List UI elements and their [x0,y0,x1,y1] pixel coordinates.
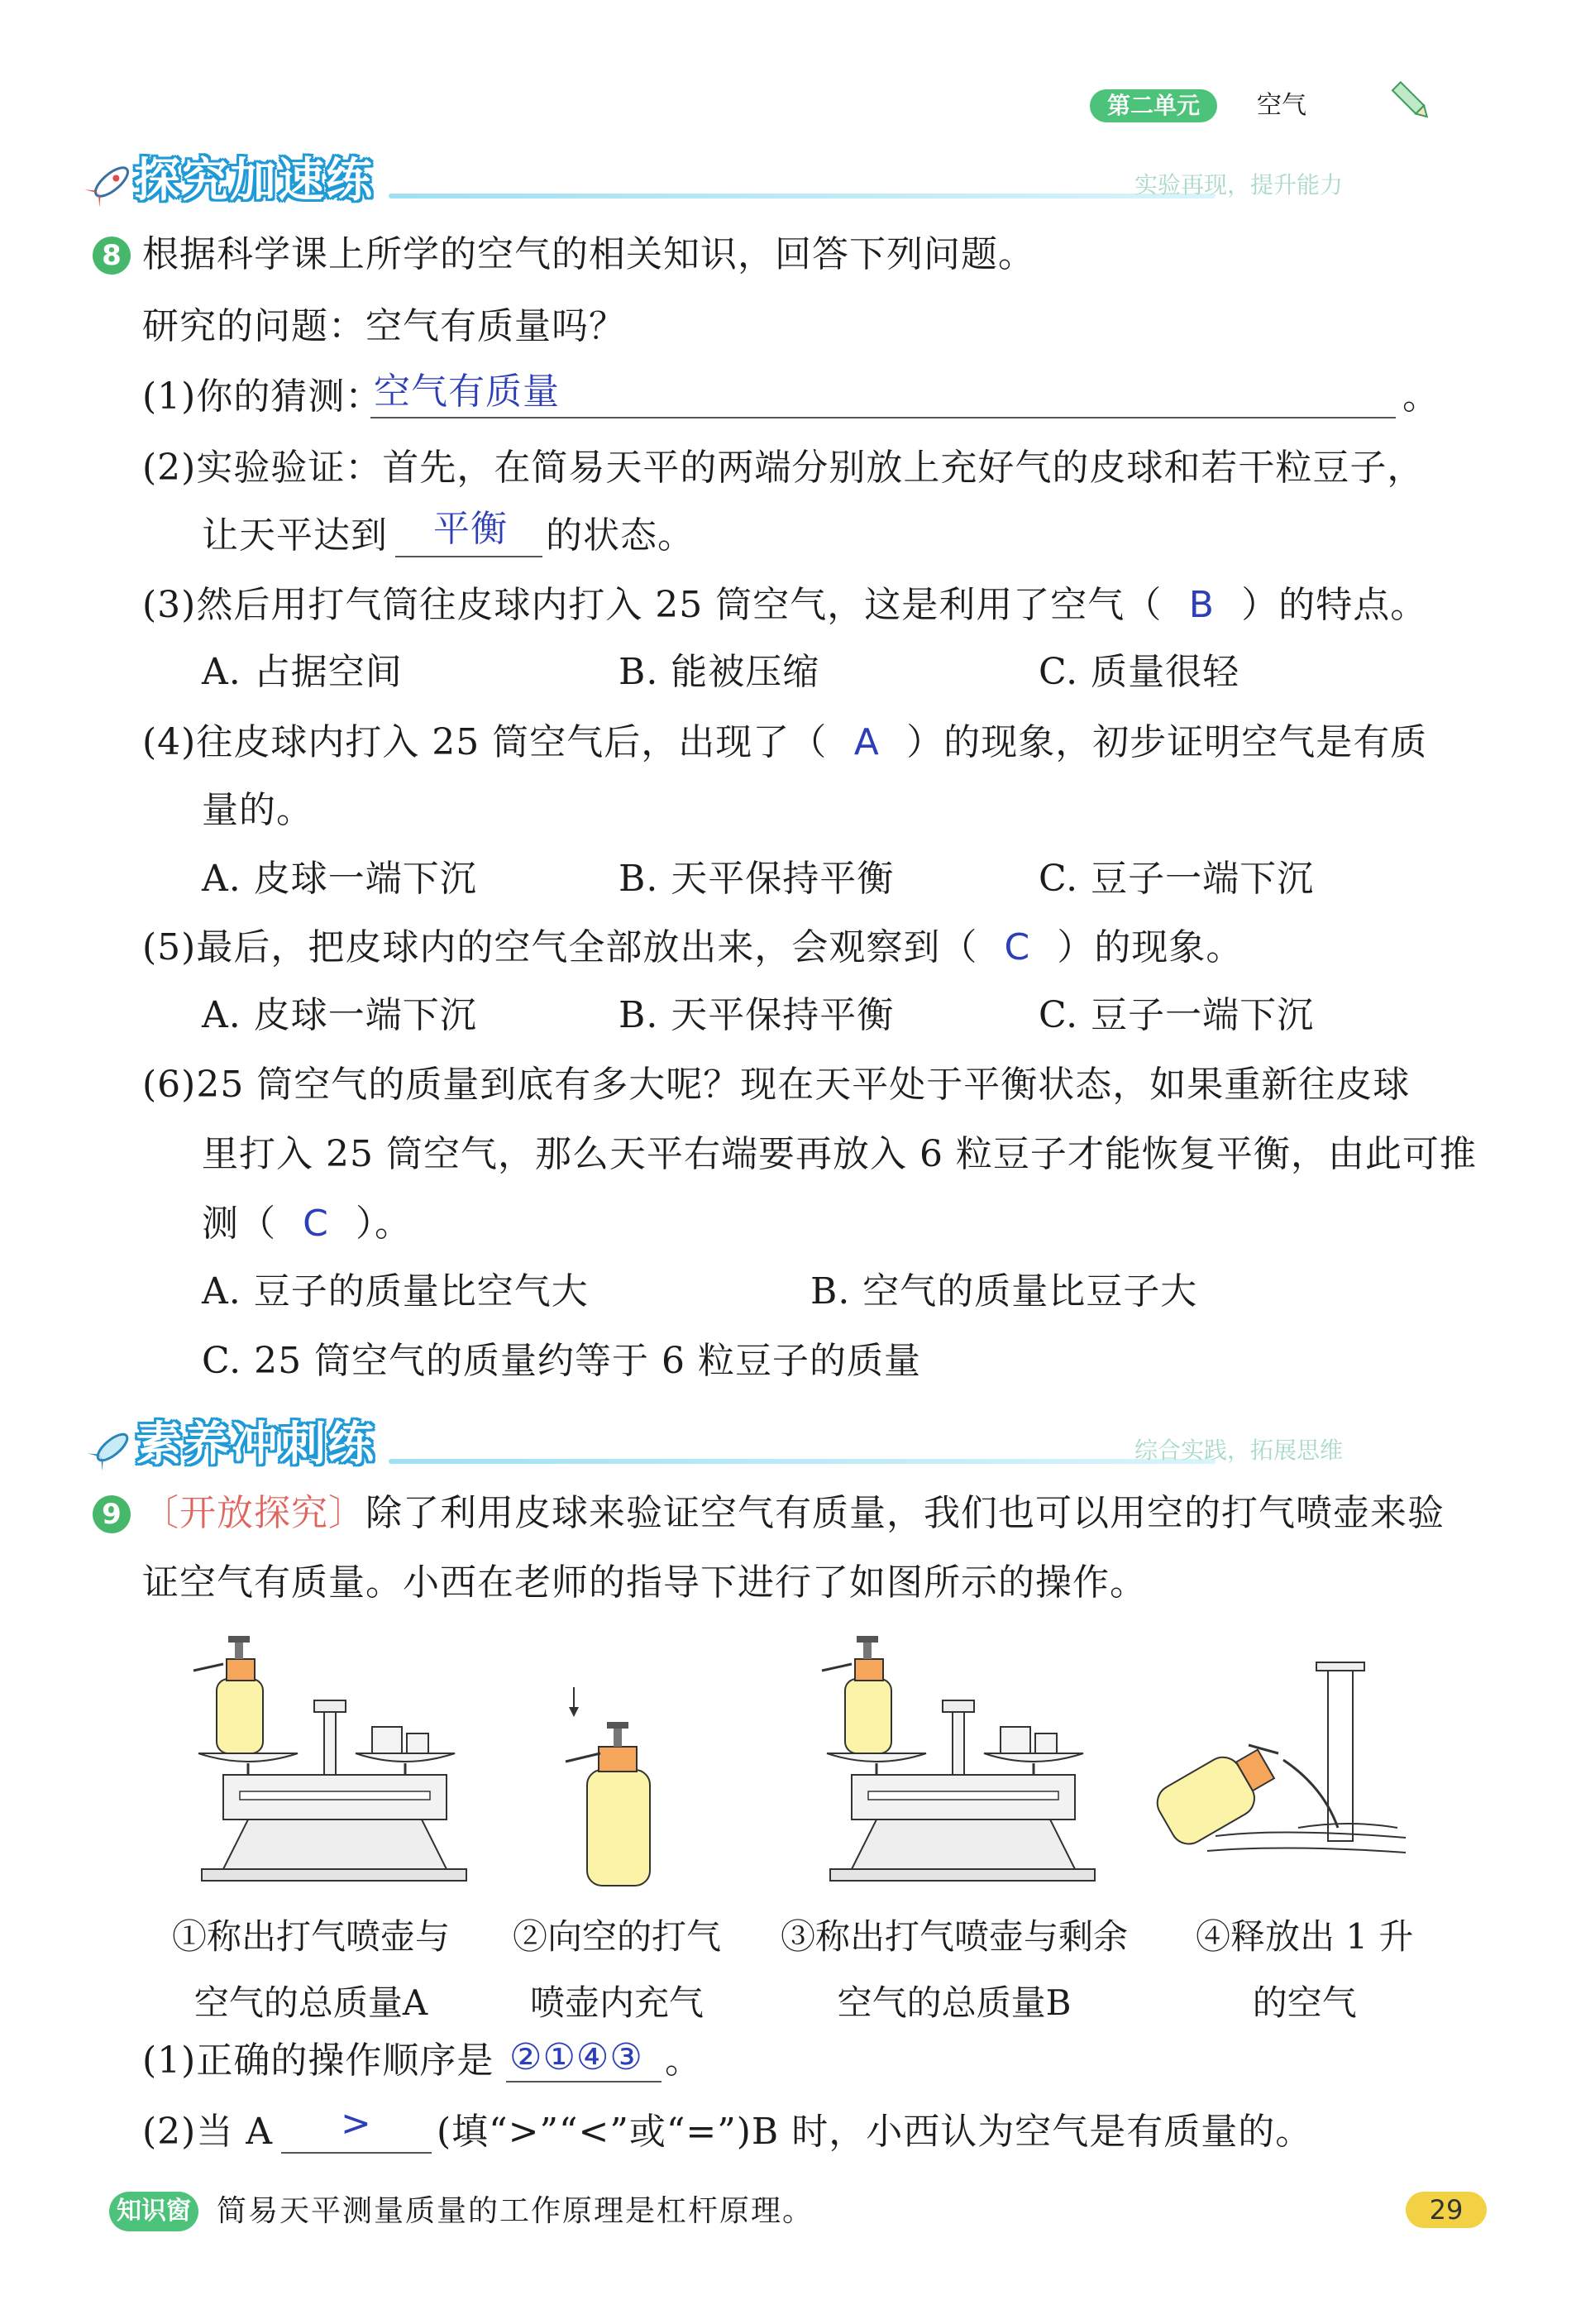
rocket-icon [88,1423,137,1472]
q8-research-question: 研究的问题：空气有质量吗？ [142,305,626,347]
q8-p6-a: 测（ [202,1203,276,1245]
banner-line [389,1459,1216,1464]
q8-p3-answer: B [1188,584,1215,626]
sprayer-pump-2 [566,1687,650,1886]
q8-p3-a: (3)然后用打气筒往皮球内打入 25 筒空气，这是利用了空气（ [142,584,1163,626]
q8-p6-option-c: C. 25 筒空气的质量约等于 6 粒豆子的质量 [202,1340,922,1382]
pencil-icon [1389,76,1435,126]
answer-line [395,556,542,557]
balance-with-sprayer-3 [822,1636,1095,1881]
question-number: 9 [93,1495,131,1533]
q8-p5-b: ）的现象。 [1057,926,1244,968]
q8-p2-line2b: 的状态。 [546,514,695,557]
q8-p6-line3 [202,1201,412,1247]
release-air-setup-4 [1151,1662,1406,1853]
answer-line [506,2081,662,2083]
q8-p4-option-b: B. 天平保持平衡 [619,858,895,900]
balance-with-sprayer-1 [193,1636,466,1881]
q8-p1-answer: 空气有质量 [374,371,560,413]
q8-p3-option-a: A. 占据空间 [202,651,403,693]
q8-p3-text [142,582,1427,629]
answer-line [370,417,1396,418]
caption-line: 空气的总质量B [837,1982,1072,2023]
q9-tag: 〔开放探究〕 [142,1492,365,1534]
q8-p2-line2a: 让天平达到 [202,514,388,557]
q8-p4-option-c: C. 豆子一端下沉 [1039,858,1315,900]
unit-tag: 第二单元 [1090,89,1217,122]
q8-p4-option-a: A. 皮球一端下沉 [202,858,477,900]
q8-p1-label: (1)你的猜测： [142,375,383,418]
q9-p1-end: 。 [665,2039,702,2082]
answer-line [281,2152,432,2154]
q8-p1-end: 。 [1402,375,1440,418]
section-subtitle: 实验再现，提升能力 [1134,171,1344,198]
q8-p5-answer: C [1004,926,1031,968]
q8-p3-b: ）的特点。 [1241,584,1428,626]
q8-p5-a: (5)最后，把皮球内的空气全部放出来，会观察到（ [142,926,978,968]
knowledge-window-badge: 知识窗 [109,2192,198,2231]
q9-p2-answer: > [341,2102,372,2145]
q9-p2-a: (2)当 A [142,2111,274,2153]
q8-p4-c: 量的。 [202,789,313,831]
q8-p2-line1: (2)实验验证：首先，在简易天平的两端分别放上充好气的皮球和若干粒豆子， [142,447,1425,489]
q8-p3-option-c: C. 质量很轻 [1039,651,1240,693]
q9-line1 [142,1490,1445,1537]
q8-p6-answer: C [303,1203,329,1245]
q9-p2-b: (填“>”“<”或“=”)B 时，小西认为空气是有质量的。 [437,2111,1313,2153]
caption-line: 空气的总质量A [193,1982,428,2023]
caption-line: ①称出打气喷壶与 [172,1916,451,1957]
q8-p5-text [142,925,1243,971]
section-banner-literacy [83,1414,1439,1479]
q8-p4-b: ）的现象，初步证明空气是有质 [906,721,1428,763]
q8-p4-a: (4)往皮球内打入 25 筒空气后，出现了（ [142,721,828,763]
caption-line: ②向空的打气 [513,1916,722,1957]
caption-step-3 [781,1904,1128,2036]
experiment-figure [190,1621,1447,1902]
q9-p1-label: (1)正确的操作顺序是 [142,2039,494,2082]
q8-p6-option-b: B. 空气的质量比豆子大 [810,1270,1198,1313]
q8-p4-text [142,720,1427,766]
unit-name: 空气 [1257,91,1306,120]
section-title: 探究加速练 [134,154,374,208]
rocket-icon [83,157,141,207]
q9-line2: 证空气有质量。小西在老师的指导下进行了如图所示的操作。 [142,1561,1147,1604]
q8-p3-option-b: B. 能被压缩 [619,651,820,693]
caption-line: ③称出打气喷壶与剩余 [781,1916,1129,1957]
q8-p6-b: ）。 [356,1203,412,1245]
knowledge-window-text: 简易天平测量质量的工作原理是杠杆原理。 [217,2194,814,2228]
section-title: 素养冲刺练 [136,1418,375,1471]
q8-p5-option-b: B. 天平保持平衡 [619,994,895,1036]
q8-p2-answer: 平衡 [433,508,508,550]
q9-p1-answer: ②①④③ [509,2036,643,2078]
q8-p4-answer: A [853,721,880,763]
q8-p5-option-c: C. 豆子一端下沉 [1039,994,1315,1036]
q8-stem: 根据科学课上所学的空气的相关知识，回答下列问题。 [142,233,1035,275]
caption-line: ④释放出 1 升 [1196,1916,1414,1957]
section-subtitle: 综合实践，拓展思维 [1134,1437,1344,1464]
caption-step-1 [172,1904,450,2036]
banner-line [389,194,1216,198]
caption-step-4 [1196,1904,1413,2036]
caption-line: 的空气 [1252,1982,1357,2023]
section-banner-explore [83,151,1439,215]
page-number: 29 [1406,2192,1487,2228]
q9-line1-text: 除了利用皮球来验证空气有质量，我们也可以用空的打气喷壶来验 [365,1492,1445,1534]
q8-p5-option-a: A. 皮球一端下沉 [202,994,477,1036]
q8-p6-line2: 里打入 25 筒空气，那么天平右端要再放入 6 粒豆子才能恢复平衡，由此可推 [202,1133,1477,1175]
q8-p6-option-a: A. 豆子的质量比空气大 [202,1270,589,1313]
q8-p6-line1: (6)25 筒空气的质量到底有多大呢？现在天平处于平衡状态，如果重新往皮球 [142,1064,1411,1106]
caption-step-2 [513,1904,721,2036]
question-number: 8 [93,237,131,275]
caption-line: 喷壶内充气 [530,1982,705,2023]
